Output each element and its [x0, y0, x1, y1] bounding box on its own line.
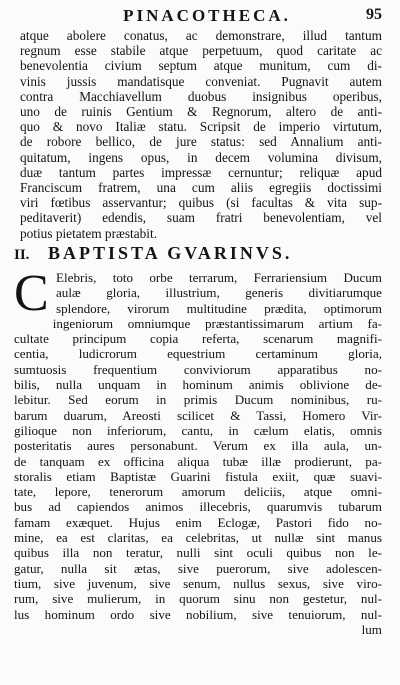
- text-line: de tanquam ex officina aliqua tubæ illæ prodierunt, pa-: [14, 453, 382, 469]
- text-line: ingeniorum omniumque præstantissimarum artium fa-: [52, 315, 382, 331]
- text-line: regnum esse stabile atque perpetuum, quod caritate ac: [20, 43, 382, 59]
- text-line: bus ad capiendos animos illecebris, quarumvis tubarum: [14, 499, 382, 515]
- section-heading: [14, 243, 394, 264]
- text-line: vinis jussis mandatisque conveniat. Pugnavit autem: [20, 73, 382, 89]
- text-line: splendore, virorum multitudine prædita, optimorum: [56, 300, 382, 316]
- section-number: II.: [14, 247, 30, 263]
- running-head-title: PINACOTHECA.: [123, 6, 291, 25]
- text-line: gatur, nulla sit ætas, sive puerorum, sive adolescen-: [14, 560, 382, 576]
- text-line: uno de ruinis Gentium & Regnorum, altero de anti-: [20, 104, 382, 120]
- text-line: Franciscum fratrem, una cum aliis egregiis doctissimi: [20, 180, 382, 196]
- text-line: posteritatis aures personabunt. Verum ex illa aula, un-: [14, 438, 382, 454]
- paragraph-2: [14, 265, 382, 637]
- text-line: quo & novo Italiæ statu. Scripsit de imperio virtutum,: [20, 119, 382, 135]
- text-line: sumtuosis frequentium conviviorum apparatibus no-: [14, 361, 382, 377]
- text-line: benevolentia civium septum atque munitum, cum di-: [20, 58, 382, 74]
- page-number: 95: [366, 6, 382, 23]
- text-line: mine, ea est claritas, ea celebritas, ut nullæ sint manus: [14, 530, 382, 546]
- text-line: lus hominum ordo sive nobilium, sive tenuiorum, nul-: [14, 606, 382, 622]
- text-line: centia, ludicrorum equestrium certaminum gloria,: [14, 346, 382, 362]
- text-line: contra Macchiavellum duobus insignibus operibus,: [20, 88, 382, 104]
- text-line: storalis etiam Baptistæ Guarini fistula exiit, quæ suavi-: [14, 468, 382, 484]
- text-line: duæ tantum partes impressæ cernuntur; reliquæ apud: [20, 164, 382, 180]
- text-line: quibus illa non teratur, nulli sint oculi quibus non le-: [14, 545, 382, 561]
- text-line: cultate principum copia referta, scenarum magnifi-: [14, 331, 382, 347]
- text-line: lebitur. Sed eorum in primis Ducum nominibus, ru-: [14, 392, 382, 408]
- text-line: gilioque non inferiorum, cantu, in cælum elatis, omnis: [14, 422, 382, 438]
- text-line: de robore bellico, de jure status: sed Annalium anti-: [20, 134, 382, 150]
- section-title: BAPTISTA GVARINVS.: [48, 243, 293, 263]
- text-line: bilis, nulla unquam in hominum animis oblivione de-: [14, 377, 382, 393]
- drop-cap: C: [14, 265, 49, 322]
- text-line: peditaverit) edendis, suam fratri benevolentiam, vel: [20, 210, 382, 226]
- text-line: quitatum, ingens opus, in decem volumina divisum,: [20, 149, 382, 165]
- text-line: viri fœtibus asservantur; quibus (si facultas & vita sup-: [20, 195, 382, 211]
- text-line: tate, lepore, tenerorum amorum deliciis, atque omni-: [14, 484, 382, 500]
- text-line: rum, sive mulierum, in quorum sinu non gestetur, nul-: [14, 591, 382, 607]
- paragraph-1: [20, 28, 382, 241]
- text-line: barum duarum, Areosti scilicet & Tassi, Homero Vir-: [14, 407, 382, 423]
- text-line: Elebris, toto orbe terrarum, Ferrariensium Ducum: [56, 270, 382, 285]
- text-line: tium, sive juvenum, sive senum, nullus sexus, sive viro-: [14, 575, 382, 591]
- text-line: atque abolere conatus, ac demonstrare, illud tantum: [20, 28, 382, 43]
- text-line: lum: [361, 621, 382, 637]
- text-line: potius pietatem præstabit.: [20, 225, 158, 241]
- text-line: aulæ gloria, illustrium, generis divitiarumque: [56, 285, 382, 301]
- text-line: famam exæquet. Hujus enim Eclogæ, Pastori fido no-: [14, 514, 382, 530]
- running-head: [0, 6, 400, 28]
